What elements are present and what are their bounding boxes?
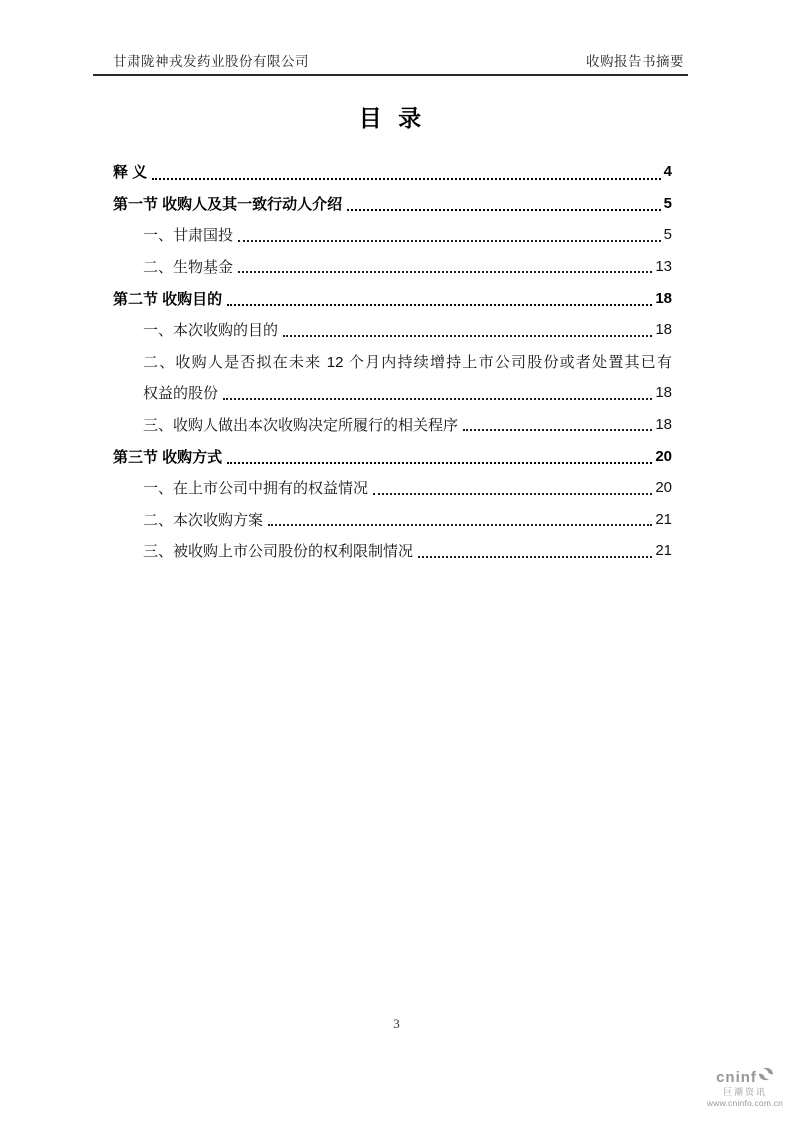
cninfo-logo [702,1068,788,1109]
page-header-rule [93,50,688,76]
toc-entry-page: 18 [655,416,672,434]
toc-dotted-leader [238,271,652,273]
toc-entry [113,440,672,472]
page-title: 目 录 [358,105,427,131]
toc-entry-label: 第一节 收购人及其一致行动人介绍 [113,195,343,213]
table-of-contents [113,156,672,567]
toc-dotted-leader [418,556,652,558]
toc-dotted-leader [223,398,652,400]
toc-entry-page: 21 [655,542,672,560]
toc-dotted-leader [268,524,652,526]
toc-entry-page: 5 [663,194,672,212]
toc-entry-page: 21 [655,510,672,528]
toc-entry-label: 二、生物基金 [143,259,234,277]
header-company-name: 甘肃陇神戎发药业股份有限公司 [113,54,309,69]
toc-dotted-leader [227,462,652,464]
toc-entry [113,188,672,220]
toc-dotted-leader [463,429,652,431]
toc-entry-page: 13 [655,258,672,276]
toc-entry-page: 18 [655,384,672,402]
swirl-icon [758,1066,774,1088]
toc-entry-label: 一、本次收购的目的 [143,322,279,340]
toc-dotted-leader [227,304,652,306]
toc-entry-label: 二、收购人是否拟在未来 12 个月内持续增持上市公司股份或者处置其已有 [143,353,672,371]
page-number: 3 [393,1016,400,1031]
cninfo-brand-text: cninf [716,1068,757,1086]
toc-entry [113,156,672,188]
toc-dotted-leader [373,493,652,495]
toc-entry [113,251,672,283]
toc-entry-label: 二、本次收购方案 [143,511,264,529]
toc-entry-label: 第三节 收购方式 [113,448,223,466]
toc-entry-label: 第二节 收购目的 [113,290,223,308]
toc-entry-label: 三、被收购上市公司股份的权利限制情况 [143,543,414,561]
toc-entry-page: 4 [663,163,672,181]
toc-entry [113,504,672,536]
toc-dotted-leader [347,209,660,211]
toc-entry-label: 一、在上市公司中拥有的权益情况 [143,480,369,498]
toc-entry-label: 权益的股份 [143,385,219,403]
toc-entry-page: 18 [655,289,672,307]
cninfo-chinese-name: 巨潮资讯 [722,1086,767,1097]
toc-entry [113,377,672,409]
toc-entry-label: 一、甘肃国投 [143,227,234,245]
toc-entry [113,314,672,346]
cninfo-url: www.cninfo.com.cn [706,1098,784,1108]
toc-dotted-leader [152,178,660,180]
toc-entry-page: 20 [655,447,672,465]
toc-entry-page: 5 [663,226,672,244]
toc-dotted-leader [238,240,661,242]
toc-entry [113,282,672,314]
toc-entry [113,535,672,567]
toc-entry [113,472,672,504]
toc-entry [113,409,672,441]
toc-entry-label: 三、收购人做出本次收购决定所履行的相关程序 [143,417,459,435]
toc-entry-page: 18 [655,321,672,339]
toc-dotted-leader [283,335,652,337]
header-doc-type: 收购报告书摘要 [586,54,684,69]
toc-entry [113,346,672,378]
toc-entry [113,219,672,251]
toc-entry-page: 20 [655,479,672,497]
toc-entry-label: 释 义 [113,164,148,182]
